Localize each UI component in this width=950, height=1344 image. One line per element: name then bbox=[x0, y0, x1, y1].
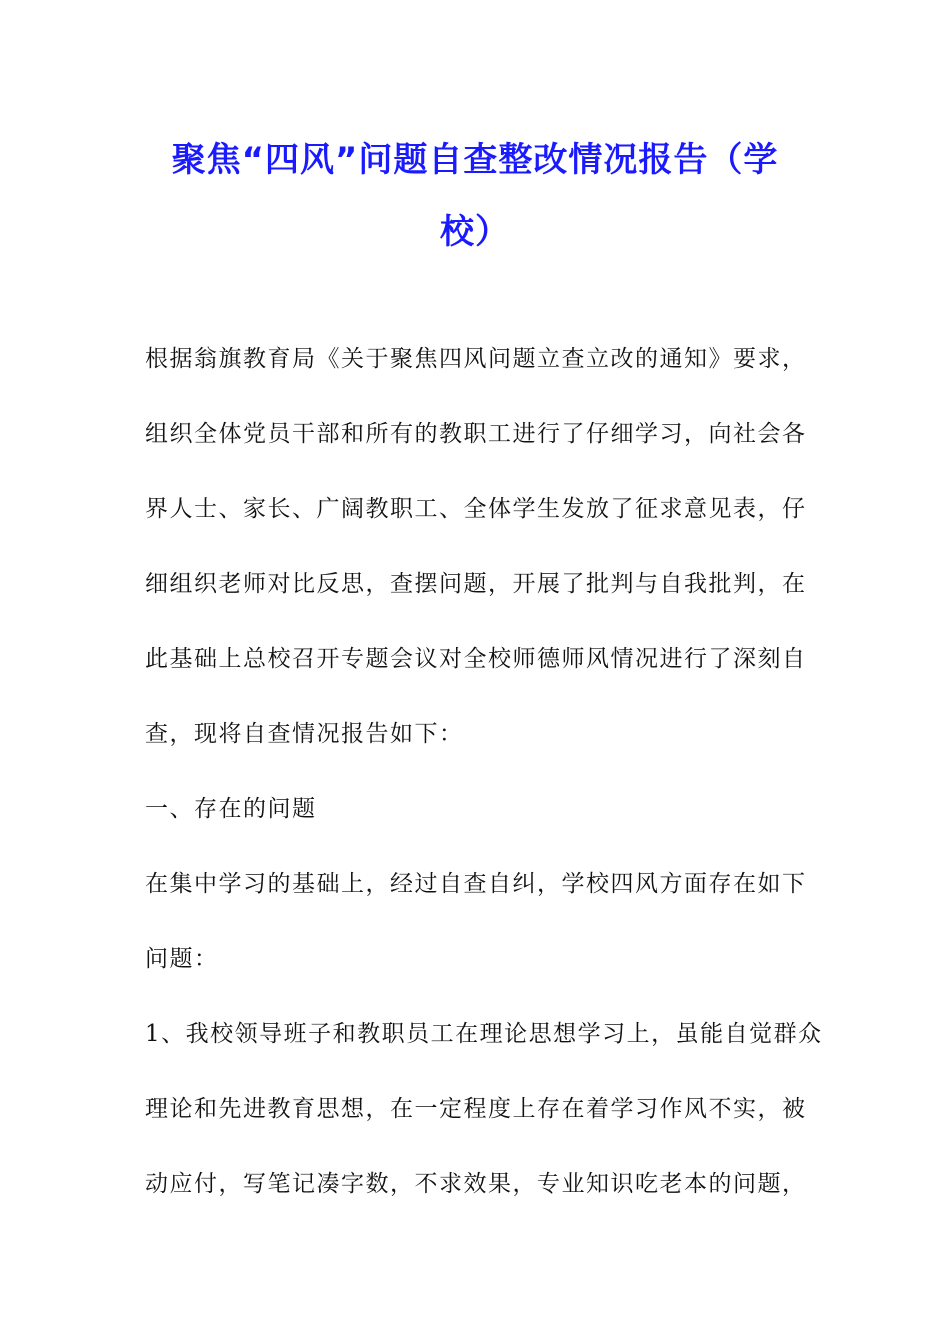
body-line-11: 理论和先进教育思想，在一定程度上存在着学习作风不实，被 bbox=[145, 1096, 807, 1122]
document-title-line-2: 校） bbox=[440, 212, 510, 252]
body-line-4: 细组织老师对比反思，查摆问题，开展了批判与自我批判，在 bbox=[145, 571, 807, 597]
section-heading-problems: 一、存在的问题 bbox=[145, 796, 317, 822]
body-line-3: 界人士、家长、广阔教职工、全体学生发放了征求意见表，仔 bbox=[145, 496, 807, 522]
body-line-8: 在集中学习的基础上，经过自查自纠，学校四风方面存在如下 bbox=[145, 871, 807, 897]
body-line-1: 根据翁旗教育局《关于聚焦四风问题立查立改的通知》要求， bbox=[145, 346, 807, 372]
body-line-2: 组织全体党员干部和所有的教职工进行了仔细学习，向社会各 bbox=[145, 421, 807, 447]
body-line-12: 动应付，写笔记凑字数，不求效果，专业知识吃老本的问题， bbox=[145, 1171, 807, 1197]
body-line-10: 1、我校领导班子和教职员工在理论思想学习上，虽能自觉群众 bbox=[145, 1021, 823, 1047]
body-line-6: 查，现将自查情况报告如下： bbox=[145, 721, 464, 747]
body-line-5: 此基础上总校召开专题会议对全校师德师风情况进行了深刻自 bbox=[145, 646, 807, 672]
body-line-9: 问题： bbox=[145, 946, 219, 972]
document-title-line-1: 聚焦“四风”问题自查整改情况报告（学 bbox=[171, 140, 779, 180]
